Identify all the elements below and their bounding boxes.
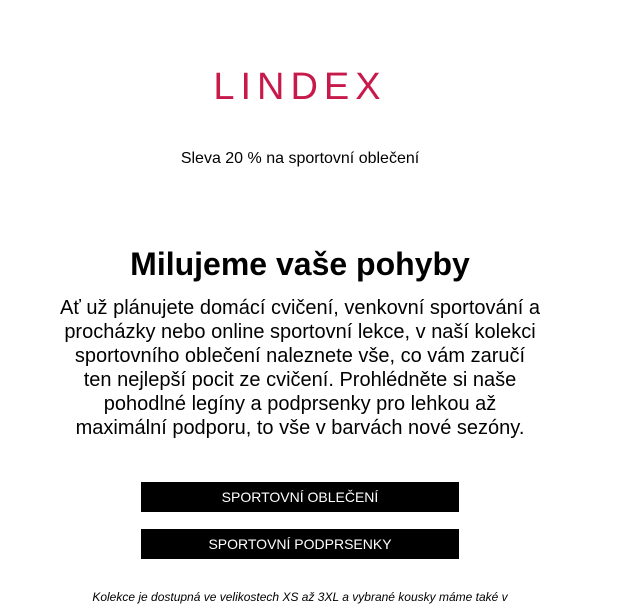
sports-bras-button[interactable]: SPORTOVNÍ PODPRSENKY <box>141 529 459 559</box>
headline: Milujeme vaše pohyby <box>130 246 470 282</box>
sportswear-button[interactable]: SPORTOVNÍ OBLEČENÍ <box>141 482 459 512</box>
size-availability-note: Kolekce je dostupná ve velikostech XS až 3XL a vybrané kousky máme také v <box>92 590 508 604</box>
intro-paragraph: Ať už plánujete domácí cvičení, venkovní sportování a procházky nebo online sportovní lekce, v naší kolekci sportovního oblečení naleznete vše, co vám zaručí ten nejlepší pocit ze cvičení. Prohlédněte si naše pohodlné legíny a podprsenky pro lehkou až maximální podporu, to vše v barvách nové sezóny. <box>60 297 540 439</box>
promo-banner-text: Sleva 20 % na sportovní oblečení <box>180 150 420 167</box>
lindex-logo[interactable] <box>0 66 600 108</box>
logo-text: LINDEX <box>213 66 387 108</box>
